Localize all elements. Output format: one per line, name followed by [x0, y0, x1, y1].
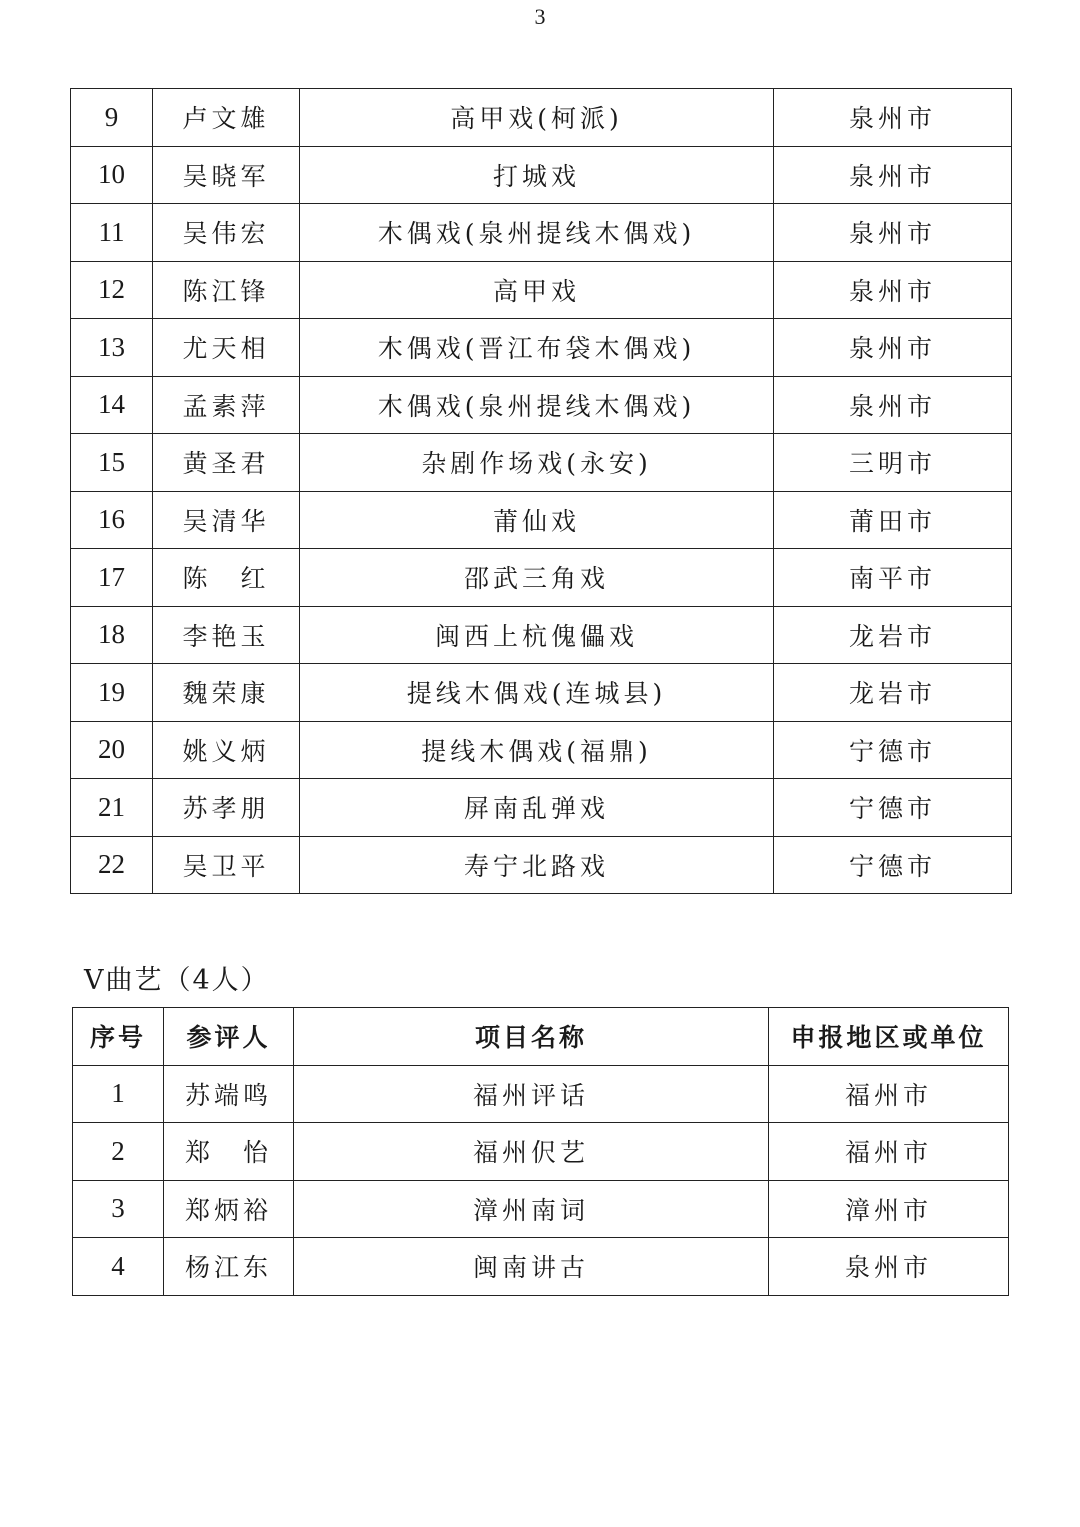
region-name: 漳州市 [769, 1180, 1009, 1238]
region-name: 福州市 [769, 1123, 1009, 1181]
header-no: 序号 [73, 1008, 164, 1066]
region-name: 宁德市 [774, 836, 1012, 894]
opera-inheritors-table [70, 88, 1012, 894]
row-number: 22 [71, 836, 153, 894]
quyi-inheritors-table [72, 1007, 1009, 1296]
project-name: 福州伬艺 [294, 1123, 769, 1181]
inheritor-name: 魏荣康 [153, 664, 300, 722]
table-row [71, 146, 1012, 204]
inheritor-name: 杨江东 [164, 1238, 294, 1296]
inheritor-name: 孟素萍 [153, 376, 300, 434]
inheritor-name: 苏端鸣 [164, 1065, 294, 1123]
table-header-row [73, 1008, 1009, 1066]
table-row [71, 376, 1012, 434]
project-name: 打城戏 [300, 146, 774, 204]
inheritor-name: 吴晓军 [153, 146, 300, 204]
inheritor-name: 李艳玉 [153, 606, 300, 664]
section-title: 曲艺（4人） [105, 965, 270, 996]
table-row [71, 491, 1012, 549]
row-number: 11 [71, 204, 153, 262]
table-row [71, 204, 1012, 262]
row-number: 12 [71, 261, 153, 319]
table-row [71, 319, 1012, 377]
inheritor-name: 陈 红 [153, 549, 300, 607]
row-number: 1 [73, 1065, 164, 1123]
inheritor-name: 姚义炳 [153, 721, 300, 779]
table-row [71, 549, 1012, 607]
inheritor-name: 黄圣君 [153, 434, 300, 492]
table-row [71, 434, 1012, 492]
region-name: 泉州市 [774, 204, 1012, 262]
region-name: 三明市 [774, 434, 1012, 492]
region-name: 南平市 [774, 549, 1012, 607]
region-name: 龙岩市 [774, 606, 1012, 664]
row-number: 13 [71, 319, 153, 377]
row-number: 17 [71, 549, 153, 607]
table-row [71, 779, 1012, 837]
header-project: 项目名称 [294, 1008, 769, 1066]
project-name: 莆仙戏 [300, 491, 774, 549]
table-row [71, 721, 1012, 779]
project-name: 高甲戏(柯派) [300, 89, 774, 147]
section-heading [84, 958, 270, 997]
table-row [73, 1180, 1009, 1238]
row-number: 18 [71, 606, 153, 664]
project-name: 木偶戏(泉州提线木偶戏) [300, 376, 774, 434]
table-row [73, 1065, 1009, 1123]
header-name: 参评人 [164, 1008, 294, 1066]
inheritor-name: 吴卫平 [153, 836, 300, 894]
row-number: 2 [73, 1123, 164, 1181]
row-number: 10 [71, 146, 153, 204]
region-name: 龙岩市 [774, 664, 1012, 722]
region-name: 莆田市 [774, 491, 1012, 549]
project-name: 杂剧作场戏(永安) [300, 434, 774, 492]
region-name: 宁德市 [774, 779, 1012, 837]
row-number: 9 [71, 89, 153, 147]
inheritor-name: 郑炳裕 [164, 1180, 294, 1238]
row-number: 4 [73, 1238, 164, 1296]
row-number: 16 [71, 491, 153, 549]
project-name: 提线木偶戏(福鼎) [300, 721, 774, 779]
region-name: 泉州市 [774, 319, 1012, 377]
project-name: 闽西上杭傀儡戏 [300, 606, 774, 664]
inheritor-name: 尤天相 [153, 319, 300, 377]
region-name: 泉州市 [774, 261, 1012, 319]
inheritor-name: 陈江锋 [153, 261, 300, 319]
section-roman-numeral: Ⅴ [84, 965, 106, 995]
region-name: 宁德市 [774, 721, 1012, 779]
header-region: 申报地区或单位 [769, 1008, 1009, 1066]
table-row [73, 1238, 1009, 1296]
row-number: 21 [71, 779, 153, 837]
page-number: 3 [534, 4, 546, 29]
region-name: 泉州市 [774, 376, 1012, 434]
project-name: 福州评话 [294, 1065, 769, 1123]
table-row [73, 1123, 1009, 1181]
project-name: 高甲戏 [300, 261, 774, 319]
table-row [71, 836, 1012, 894]
region-name: 福州市 [769, 1065, 1009, 1123]
project-name: 木偶戏(泉州提线木偶戏) [300, 204, 774, 262]
row-number: 14 [71, 376, 153, 434]
project-name: 木偶戏(晋江布袋木偶戏) [300, 319, 774, 377]
project-name: 屏南乱弹戏 [300, 779, 774, 837]
inheritor-name: 吴清华 [153, 491, 300, 549]
project-name: 邵武三角戏 [300, 549, 774, 607]
project-name: 提线木偶戏(连城县) [300, 664, 774, 722]
row-number: 3 [73, 1180, 164, 1238]
table-row [71, 89, 1012, 147]
table-row [71, 606, 1012, 664]
project-name: 寿宁北路戏 [300, 836, 774, 894]
table-row [71, 664, 1012, 722]
inheritor-name: 郑 怡 [164, 1123, 294, 1181]
project-name: 漳州南词 [294, 1180, 769, 1238]
table-row [71, 261, 1012, 319]
table-body [73, 1065, 1009, 1295]
region-name: 泉州市 [774, 89, 1012, 147]
inheritor-name: 吴伟宏 [153, 204, 300, 262]
inheritor-name: 卢文雄 [153, 89, 300, 147]
table-body [71, 89, 1012, 894]
inheritor-name: 苏孝朋 [153, 779, 300, 837]
region-name: 泉州市 [774, 146, 1012, 204]
row-number: 19 [71, 664, 153, 722]
project-name: 闽南讲古 [294, 1238, 769, 1296]
row-number: 20 [71, 721, 153, 779]
region-name: 泉州市 [769, 1238, 1009, 1296]
row-number: 15 [71, 434, 153, 492]
